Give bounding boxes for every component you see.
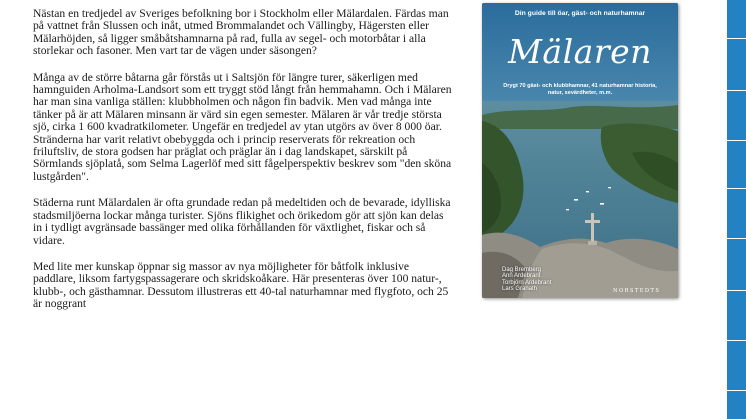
paragraph-2: Många av de större båtarna går förstås ut i Saltsjön för längre turer, säkerligen med hamnguiden Arholma-Landsort som ett tryggt stöd långt från hemmahamn. Och i Mälaren har man sina vanliga ställen: klubbholmen och någon fin badvik. Men vad många inte tänker på är att Mälaren minsann är värd sin egen semester. Mälaren är vår tredje största sjö, cirka 1 600 kvadratkilometer. Ungefär en tredjedel av ytan utgörs av över 8 000 öar. Stränderna har varit relativt obebyggda och i princip reserverats för rekreation och friluftsliv, de stora godsen har präglat och präglar än i dag landskapet, särskilt på Sörmlands sjöplatå, som Selma Lagerlöf med sitt fågelperspektiv beskrev som "den sköna lustgården". [33, 70, 452, 183]
book-title: Mälaren [508, 32, 652, 71]
book-tagline: Din guide till öar, gäst- och naturhamnar [514, 10, 646, 17]
author-4: Lars Granath [502, 286, 538, 293]
article-text [33, 8, 453, 325]
bar-divider [727, 38, 746, 39]
author-2: Ann Ardebrant [502, 273, 541, 280]
bar-divider [727, 340, 746, 341]
author-3: Torbjörn Ardebrant [502, 279, 552, 286]
right-accent-bar [727, 0, 746, 419]
bar-divider [727, 188, 746, 189]
author-1: Dag Bremberg [502, 267, 542, 273]
bar-divider [727, 390, 746, 391]
book-authors [502, 267, 551, 293]
bar-divider [727, 90, 746, 91]
bar-divider [727, 140, 746, 141]
book-subtitle: Drygt 70 gäst- och klubbhamnar, 41 naturhamnar historia, natur, sevärdheter, m.m. [503, 83, 657, 96]
paragraph-3: Städerna runt Mälardalen är ofta grundade redan på medeltiden och de bevarade, idylliska stadsmiljöerna lockar många turister. Sjöns flikighet och örikedom gör att sjön kan delas in i tydligt avgränsade bassänger med olika förhållanden för växtlighet, fiskar och så vidare. [33, 196, 451, 247]
book-cover[interactable] [482, 3, 678, 298]
bar-divider [727, 238, 746, 239]
bar-divider [727, 290, 746, 291]
publisher-logo: NORSTEDTS [613, 288, 661, 294]
paragraph-1: Nästan en tredjedel av Sveriges befolkning bor i Stockholm eller Mälardalen. Färdas man på vattnet från Slussen och inåt, utmed Brommalandet och Vällingby, Hägersten eller Mälarhöjden, så ligger småbåtshamnarna på rad, fulla av segel- och motorbåtar i alla storlekar och fasoner. Men vart tar de vägen under säsongen? [33, 7, 449, 58]
paragraph-4: Med lite mer kunskap öppnar sig massor av nya möjligheter för båtfolk inklusive paddlare, liksom fartygspassagerare och skridskoåkare. Här presenteras över 100 natur-, klubb-, och gästhamnar. Dessutom illustreras ett 40-tal naturhamnar med flygfoto, och 25 är noggrant [33, 259, 449, 311]
